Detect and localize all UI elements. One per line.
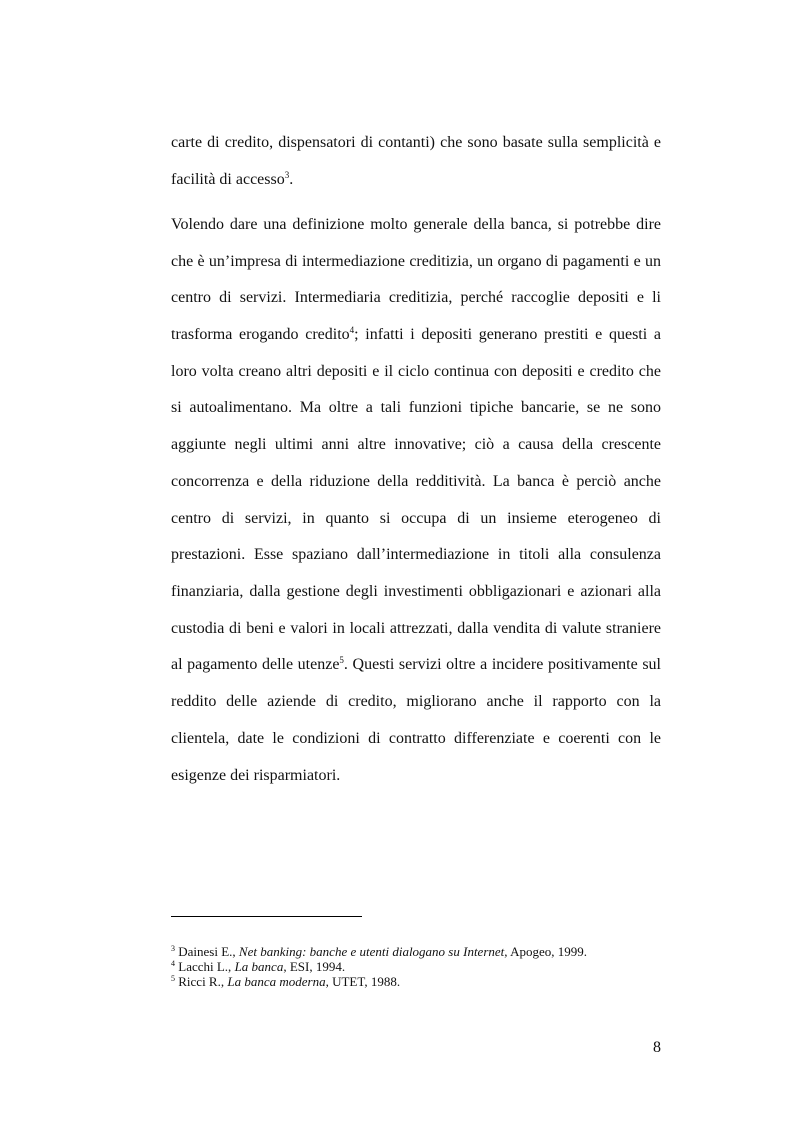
body-line: prestazioni. Esse spaziano dall’intermediazione in titoli alla consulenza bbox=[171, 546, 661, 563]
body-line: aggiunte negli ultimi anni altre innovative; ciò a causa della crescente bbox=[171, 436, 661, 453]
footnote-3: $^3$ Dainesi E., Net banking: banche e utenti dialogano su Internet, Apogeo, 1999. bbox=[171, 944, 587, 959]
body-line: finanziaria, dalla gestione degli investimenti obbligazionari e azionari alla bbox=[171, 583, 661, 600]
body-line: Volendo dare una definizione molto generale della banca, si potrebbe dire bbox=[171, 216, 661, 233]
footnote-4: $^4$ Lacchi L., La banca, ESI, 1994. bbox=[171, 959, 346, 974]
body-line: centro di servizi. Intermediaria creditizia, perché raccoglie depositi e li bbox=[171, 289, 661, 306]
body-line: loro volta creano altri depositi e il ciclo continua con depositi e credito che bbox=[171, 363, 661, 380]
body-line: che è un’impresa di intermediazione creditizia, un organo di pagamenti e un bbox=[171, 253, 661, 270]
footnote-ref-3[interactable]: 3 bbox=[284, 170, 290, 180]
body-line: custodia di beni e valori in locali attrezzati, dalla vendita di valute straniere bbox=[171, 620, 661, 637]
footnote-ref-4[interactable]: 4 bbox=[349, 325, 355, 335]
body-line: clientela, date le condizioni di contratto differenziate e coerenti con le bbox=[171, 730, 661, 747]
body-line: trasforma erogando credito$^4$; infatti i depositi generano prestiti e questi a bbox=[171, 325, 661, 343]
page-number: 8 bbox=[653, 1039, 661, 1056]
footnote-ref-5[interactable]: 5 bbox=[339, 655, 344, 665]
body-line: si autoalimentano. Ma oltre a tali funzioni tipiche bancarie, se ne sono bbox=[171, 399, 661, 416]
footnote-5: $^5$ Ricci R., La banca moderna, UTET, 1988. bbox=[171, 974, 401, 989]
body-line: reddito delle aziende di credito, migliorano anche il rapporto con la bbox=[171, 693, 661, 710]
body-line: carte di credito, dispensatori di contanti) che sono basate sulla semplicità e bbox=[171, 134, 661, 151]
body-line: facilità di accesso$^3$. bbox=[171, 170, 294, 188]
body-line: concorrenza e della riduzione della redditività. La banca è perciò anche bbox=[171, 473, 661, 490]
body-line: centro di servizi, in quanto si occupa di un insieme eterogeneo di bbox=[171, 510, 661, 527]
body-line: esigenze dei risparmiatori. bbox=[171, 767, 341, 784]
footnote-separator bbox=[171, 916, 362, 917]
body-line: al pagamento delle utenze$^5$. Questi servizi oltre a incidere positivamente sul bbox=[171, 655, 661, 673]
